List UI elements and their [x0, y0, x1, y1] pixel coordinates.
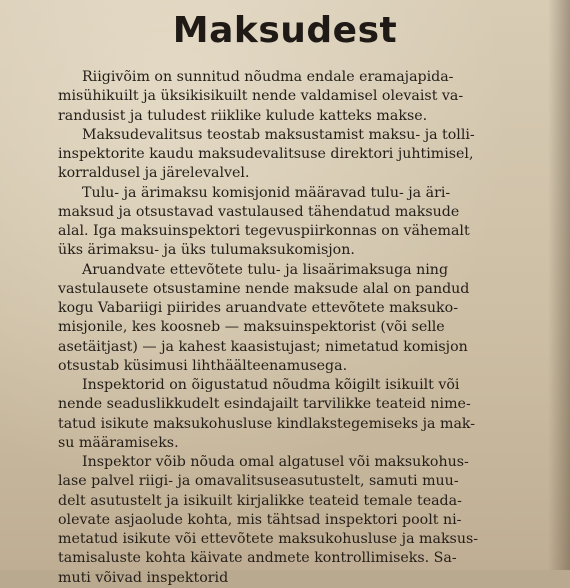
- text-line: tamisaluste kohta käivate andmete kontrollimiseks. Sa-: [58, 550, 457, 567]
- paragraph-2: [58, 126, 532, 184]
- text-line: tatud isikute maksukohusluse kindlakstegemiseks ja mak-: [58, 415, 476, 432]
- text-line: Riigivõim on sunnitud nõudma endale eramajapida-: [82, 69, 454, 85]
- page-title: Maksudest: [172, 10, 398, 51]
- text-line: inspektorite kaudu maksudevalitsuse direktori juhtimisel,: [58, 146, 474, 162]
- page-edge-shadow: [548, 0, 570, 570]
- text-line: metatud isikute või ettevõtete maksukohusluse ja maksus-: [58, 531, 479, 547]
- text-line: Tulu- ja ärimaksu komisjonid määravad tulu- ja äri-: [82, 184, 451, 201]
- text-line: otsustab küsimusi lihthäälteenamusega.: [58, 357, 348, 374]
- text-line: randusist ja tuludest riiklike kulude katteks makse.: [58, 107, 428, 124]
- paragraph-5: [58, 376, 532, 453]
- text-line: üks ärimaksu- ja üks tulumaksukomisjon.: [58, 242, 355, 259]
- text-line: nende seaduslikkudelt esindajailt tarvilikke teateid nime-: [58, 396, 471, 413]
- text-line: maksud ja otsustavad vastulaused tähendatud maksude: [58, 203, 460, 220]
- text-line: asetäitjast) — ja kahest kaasistujast; nimetatud komisjon: [58, 338, 468, 355]
- text-line: Inspektorid on õigustatud nõudma kõigilt isikuilt või: [82, 377, 460, 393]
- text-line: alal. Iga maksuinspektori tegevuspiirkonnas on vähemalt: [58, 223, 470, 239]
- text-line: Maksudevalitsus teostab maksustamist maksu- ja tolli-: [82, 126, 475, 143]
- text-line: delt asutustelt ja isikuilt kirjalikke teateid temale teada-: [58, 492, 462, 509]
- paragraph-6: [58, 453, 532, 588]
- paragraph-3: [58, 184, 532, 261]
- text-line: Aruandvate ettevõtete tulu- ja lisaärimaksuga ning: [82, 261, 449, 278]
- text-line: lase palvel riigi- ja omavalitsuseasutustelt, samuti muu-: [58, 473, 459, 490]
- paragraph-1: [58, 68, 532, 126]
- text-line: misühikuilt ja üksikisikuilt nende valdamisel olevaist va-: [58, 88, 464, 105]
- text-line: muti võivad inspektorid: [58, 569, 229, 586]
- text-line: korraldusel ja järelevalvel.: [58, 165, 250, 182]
- text-line: Inspektor võib nõuda omal algatusel või maksukohus-: [82, 454, 469, 470]
- text-line: su määramiseks.: [58, 434, 179, 451]
- text-line: olevate asjaolude kohta, mis tähtsad inspektori poolt ni-: [58, 511, 462, 528]
- text-line: kogu Vabariigi piirides aruandvate ettevõtete maksuko-: [58, 300, 458, 316]
- paragraph-4: [58, 261, 532, 377]
- text-line: vastulausete otsustamine nende maksude alal on pandud: [58, 280, 470, 297]
- text-line: misjonile, kes koosneb — maksuinspektorist (või selle: [58, 319, 445, 336]
- document-body: [58, 68, 532, 588]
